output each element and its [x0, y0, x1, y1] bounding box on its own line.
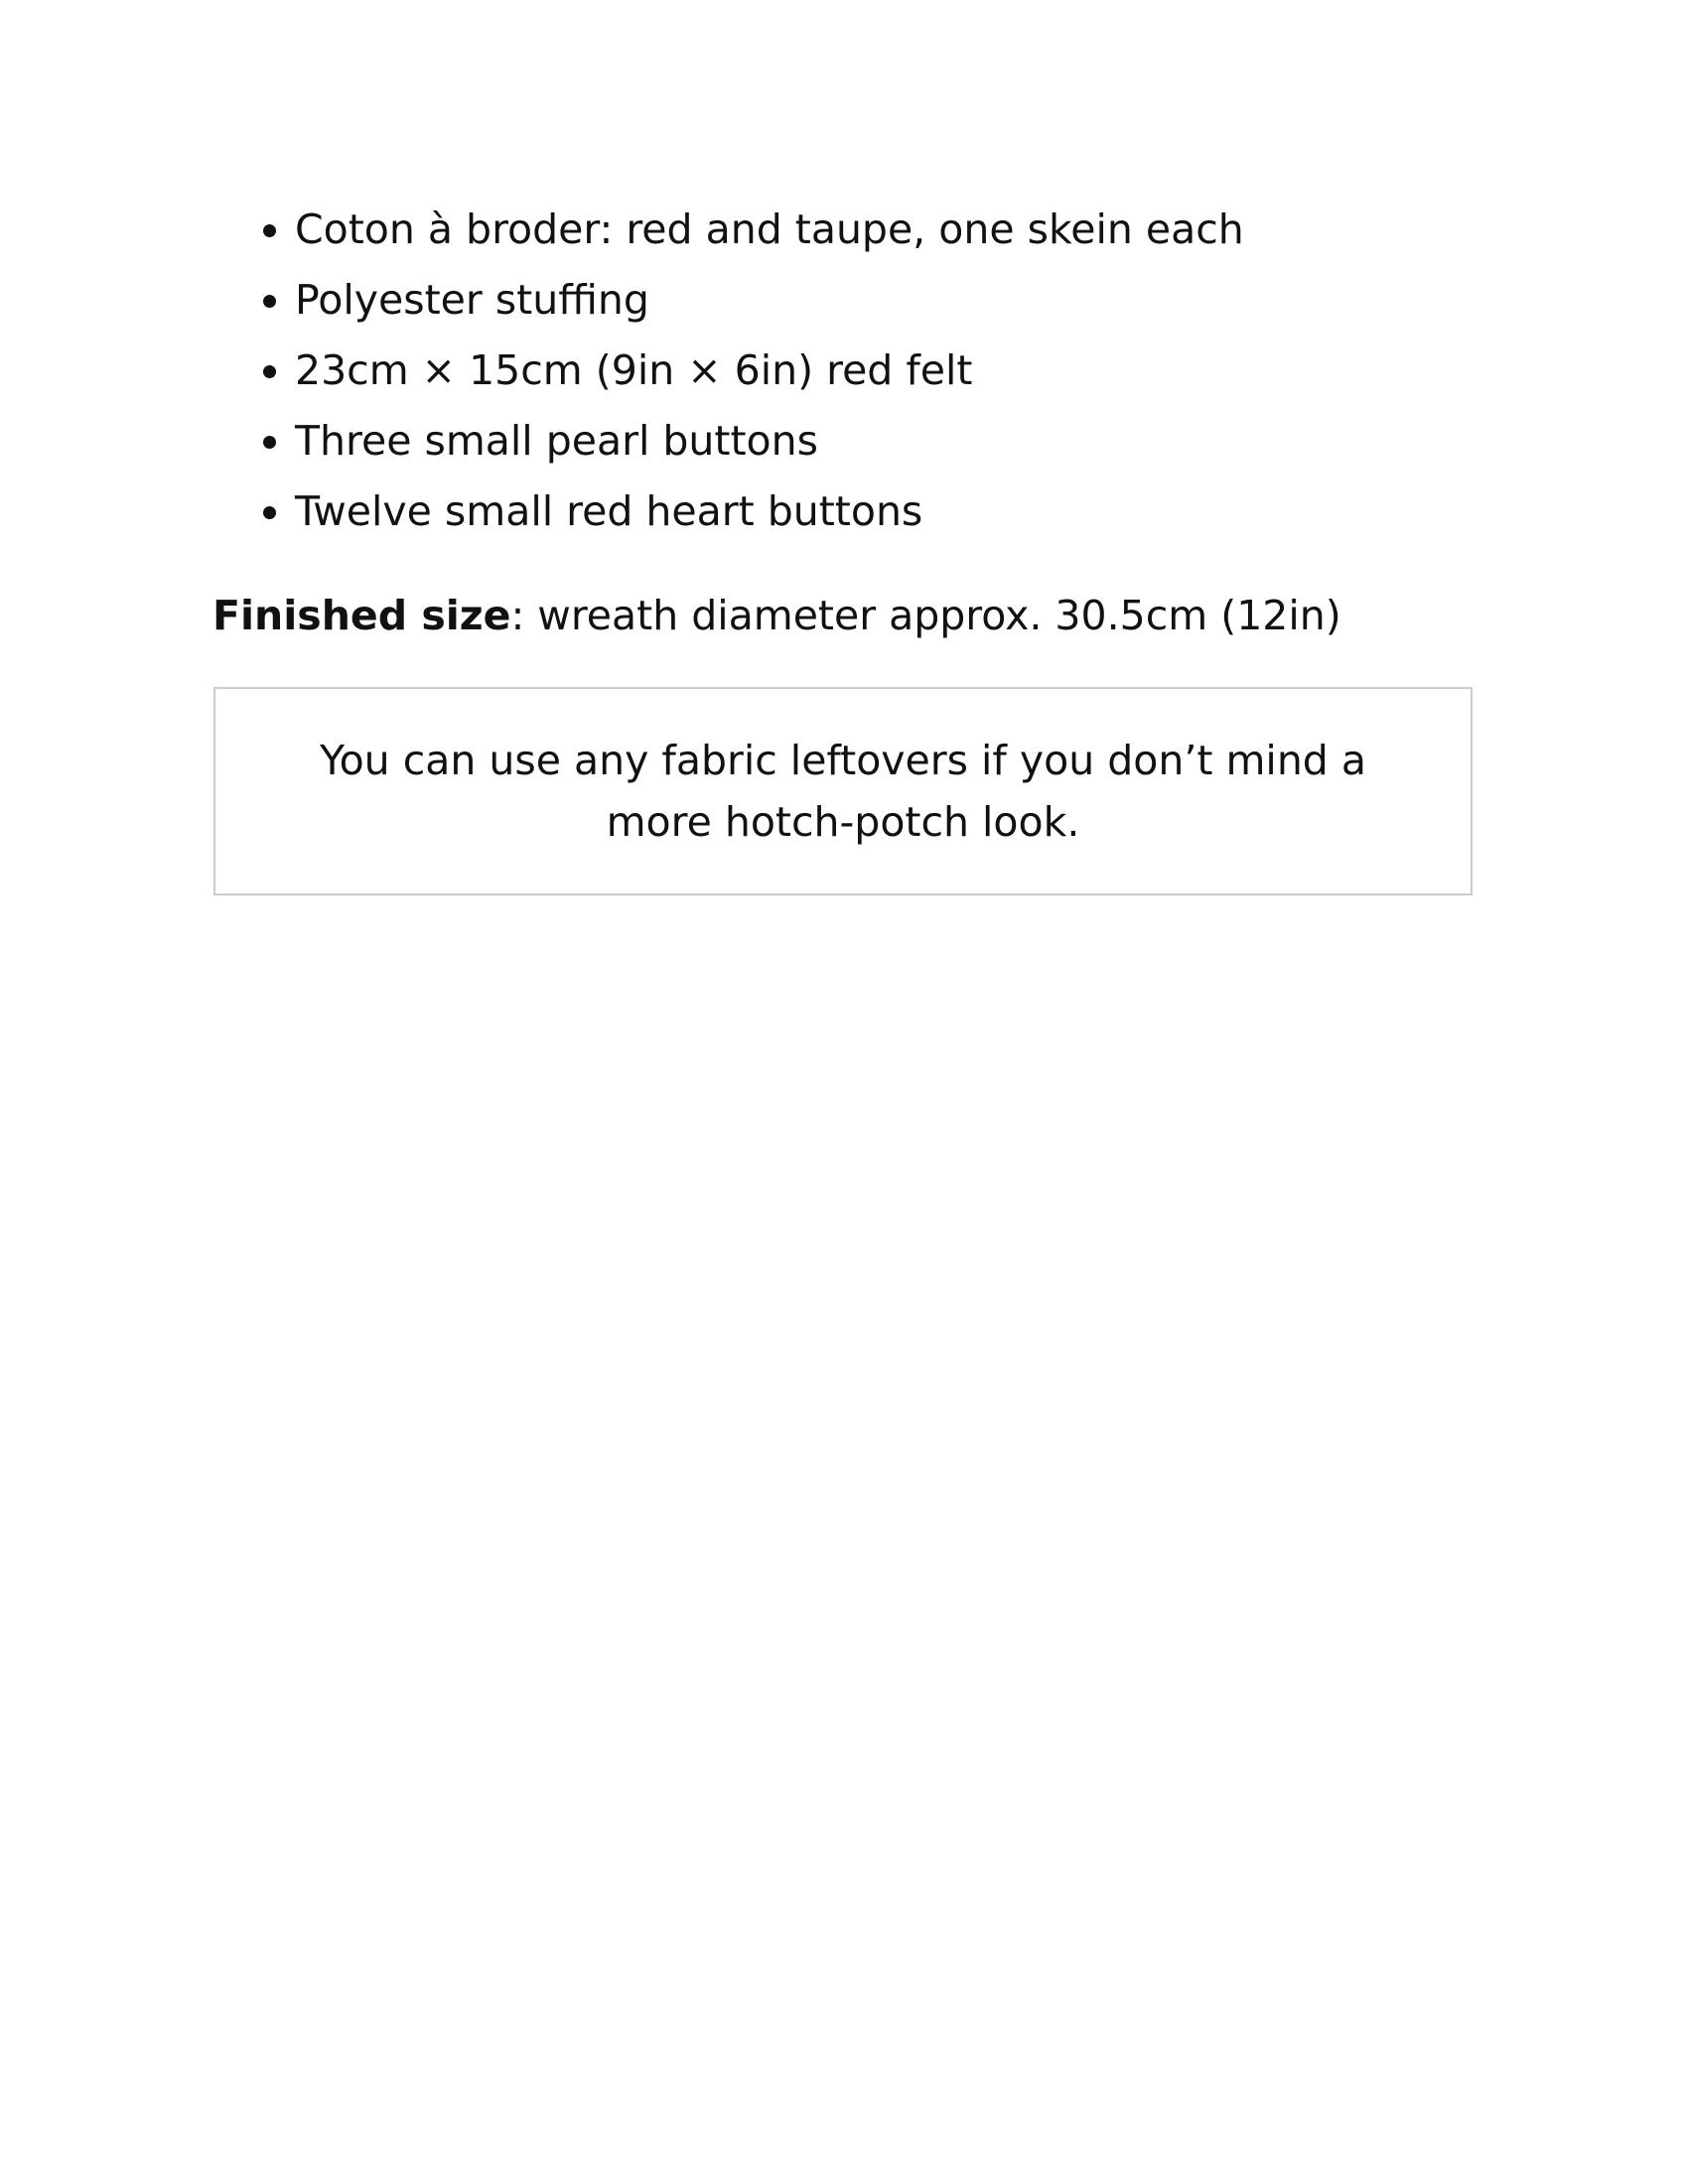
finished-size-label: Finished size — [212, 592, 511, 639]
tip-box — [213, 687, 1473, 895]
materials-list-item: • Three small pearl buttons — [295, 406, 1244, 477]
materials-list-item: • Coton à broder: red and taupe, one skein each — [295, 195, 1244, 265]
tip-text: You can use any fabric leftovers if you don’t mind a more hotch-potch look. — [320, 737, 1366, 846]
materials-list-item: • 23cm × 15cm (9in × 6in) red felt — [295, 336, 1244, 406]
finished-size-line — [212, 586, 1341, 645]
materials-list-item: • Twelve small red heart buttons — [295, 477, 1244, 547]
materials-list-item: • Polyester stuffing — [295, 265, 1244, 336]
finished-size-value: : wreath diameter approx. 30.5cm (12in) — [510, 592, 1341, 639]
materials-list — [212, 195, 1244, 547]
